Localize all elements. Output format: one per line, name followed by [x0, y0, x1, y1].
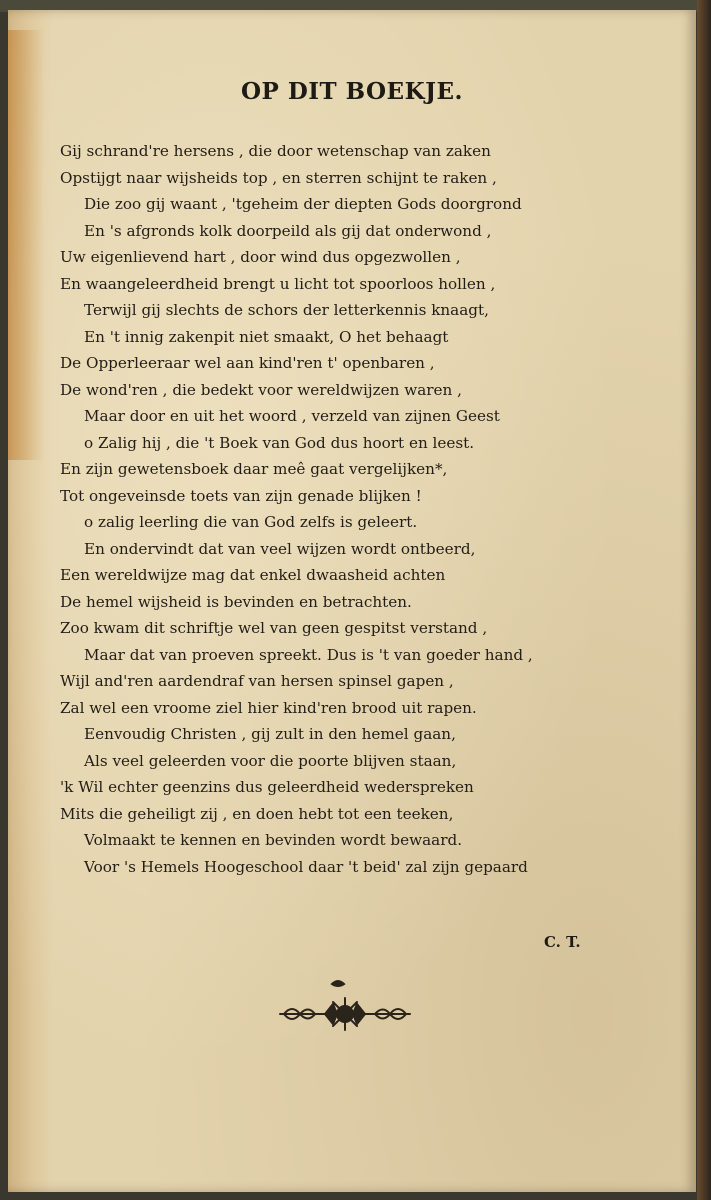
poem-line: Mits die geheiligt zij , en doen hebt tot een teeken,	[60, 804, 454, 823]
poem-line: En 't innig zakenpit niet smaakt, O het behaagt	[84, 327, 449, 346]
poem-line: Zal wel een vroome ziel hier kind'ren brood uit rapen.	[60, 698, 477, 717]
poem-line: De hemel wijsheid is bevinden en betrachten.	[60, 592, 412, 611]
page-title: OP DIT BOEKJE.	[240, 78, 463, 105]
poem-line: Maar dat van proeven spreekt. Dus is 't van goeder hand ,	[84, 645, 533, 664]
poem-line: De Opperleeraar wel aan kind'ren t' openbaren ,	[60, 354, 435, 372]
poem-line: Maar door en uit het woord , verzeld van zijnen Geest	[84, 407, 500, 425]
poem-line: Opstijgt naar wijsheids top , en sterren schijnt te raken ,	[60, 168, 497, 187]
author-signature: C. T.	[544, 933, 581, 951]
poem-line: o zalig leerling die van God zelfs is geleert.	[84, 513, 418, 531]
poem-line: Tot ongeveinsde toets van zijn genade blijken !	[60, 486, 422, 505]
poem-line: De wond'ren , die bedekt voor wereldwijzen waren ,	[60, 380, 462, 399]
poem-line: En waangeleerdheid brengt u licht tot spoorloos hollen ,	[60, 274, 496, 293]
poem-line: Terwijl gij slechts de schors der letterkennis knaagt,	[84, 301, 489, 319]
book-edge	[697, 0, 711, 1200]
poem-line: Volmaakt te kennen en bevinden wordt bewaard.	[84, 831, 463, 849]
poem-line: Uw eigenlievend hart , door wind dus opgezwollen ,	[60, 248, 461, 266]
floral-vignette-icon	[270, 974, 420, 1038]
poem-line: Voor 's Hemels Hoogeschool daar 't beid' zal zijn gepaard	[84, 857, 528, 876]
poem-line: Een wereldwijze mag dat enkel dwaasheid achten	[60, 566, 446, 584]
poem-line: En ondervindt dat van veel wijzen wordt ontbeerd,	[84, 539, 476, 558]
poem-line: Gij schrand're hersens , die door wetenschap van zaken	[60, 142, 491, 160]
poem-line: En 's afgronds kolk doorpeild als gij dat onderwond ,	[84, 221, 492, 240]
poem-line: Zoo kwam dit schriftje wel van geen gespitst verstand ,	[60, 619, 488, 637]
poem-line: o Zalig hij , die 't Boek van God dus hoort en leest.	[84, 433, 475, 452]
poem-text	[60, 138, 660, 880]
paper-page	[8, 10, 696, 1192]
poem-line: En zijn gewetensboek daar meê gaat vergelijken*,	[60, 460, 448, 478]
poem-line: Wijl and'ren aardendraf van hersen spinsel gapen ,	[60, 672, 454, 690]
poem-line: Als veel geleerden voor die poorte blijven staan,	[84, 751, 457, 770]
poem-line: Die zoo gij waant , 'tgeheim der diepten Gods doorgrond	[84, 195, 522, 213]
poem-line: 'k Wil echter geenzins dus geleerdheid wederspreken	[60, 778, 474, 796]
poem-line: Eenvoudig Christen , gij zult in den hemel gaan,	[84, 725, 456, 743]
